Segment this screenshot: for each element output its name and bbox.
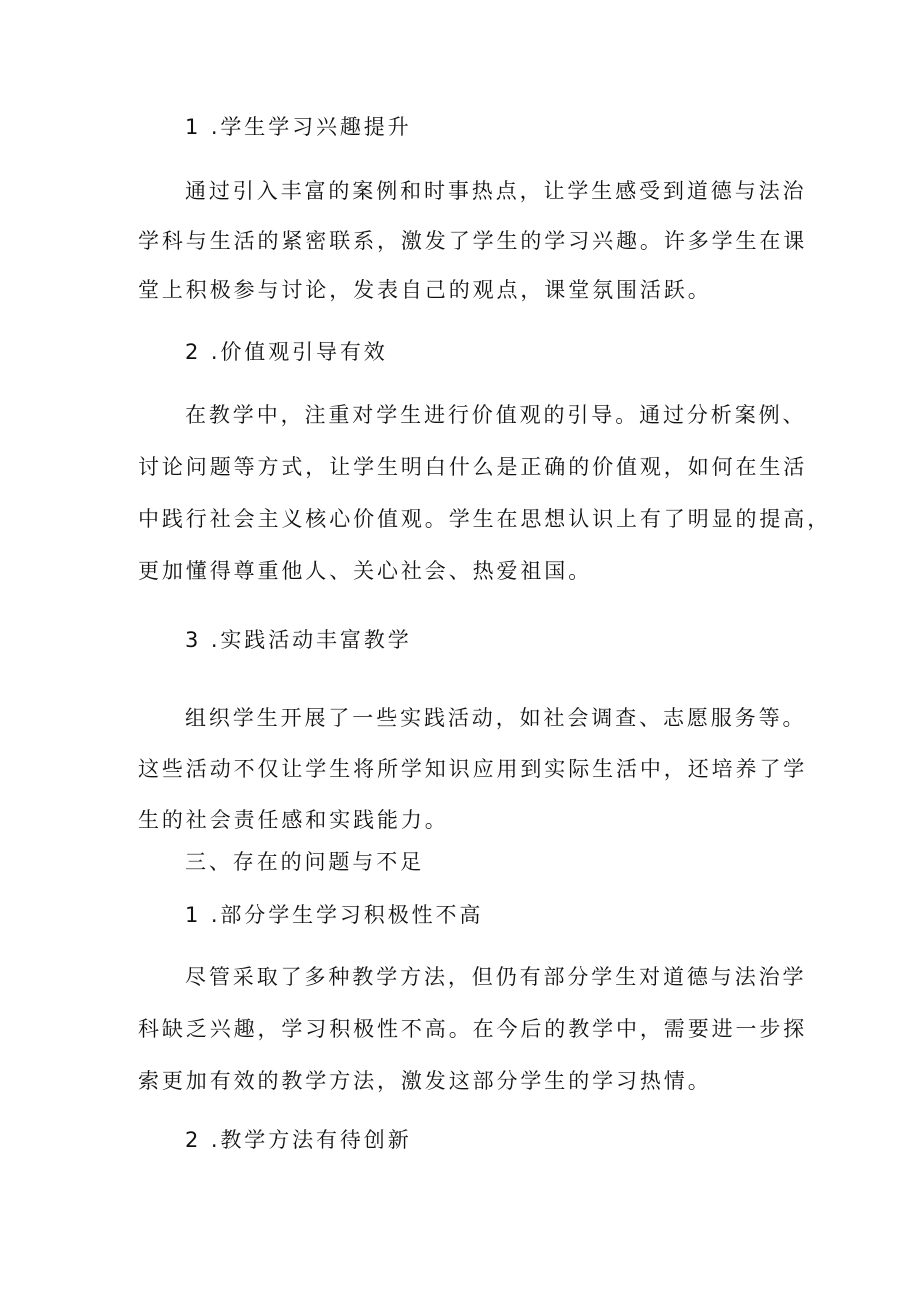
paragraph-line: 学科与生活的紧密联系，激发了学生的学习兴趣。许多学生在课 [138, 229, 808, 253]
chapter-heading: 三、存在的问题与不足 [185, 850, 424, 874]
paragraph-line: 通过引入丰富的案例和时事热点，让学生感受到道德与法治 [185, 179, 807, 203]
section-heading: 3 .实践活动丰富教学 [185, 628, 412, 652]
section-heading: 1 .部分学生学习积极性不高 [185, 903, 484, 927]
section-heading: 2 .价值观引导有效 [185, 340, 388, 364]
paragraph-line: 讨论问题等方式，让学生明白什么是正确的价值观，如何在生活 [138, 455, 808, 479]
paragraph-line: 尽管采取了多种教学方法，但仍有部分学生对道德与法治学 [185, 965, 807, 989]
paragraph-line: 组织学生开展了一些实践活动，如社会调查、志愿服务等。 [185, 706, 807, 730]
section-heading: 1 .学生学习兴趣提升 [185, 115, 412, 139]
paragraph-line: 索更加有效的教学方法，激发这部分学生的学习热情。 [138, 1069, 712, 1093]
paragraph-line: 更加懂得尊重他人、关心社会、热爱祖国。 [138, 559, 593, 583]
paragraph-line: 科缺乏兴趣，学习积极性不高。在今后的教学中，需要进一步探 [138, 1017, 808, 1041]
paragraph-line: 这些活动不仅让学生将所学知识应用到实际生活中，还培养了学 [138, 757, 808, 781]
section-heading: 2 .教学方法有待创新 [185, 1128, 412, 1152]
paragraph-line: 中践行社会主义核心价值观。学生在思想认识上有了明显的提高， [138, 507, 832, 531]
paragraph-line: 堂上积极参与讨论，发表自己的观点，课堂氛围活跃。 [138, 278, 712, 302]
paragraph-line: 生的社会责任感和实践能力。 [138, 808, 449, 832]
paragraph-line: 在教学中，注重对学生进行价值观的引导。通过分析案例、 [185, 403, 807, 427]
